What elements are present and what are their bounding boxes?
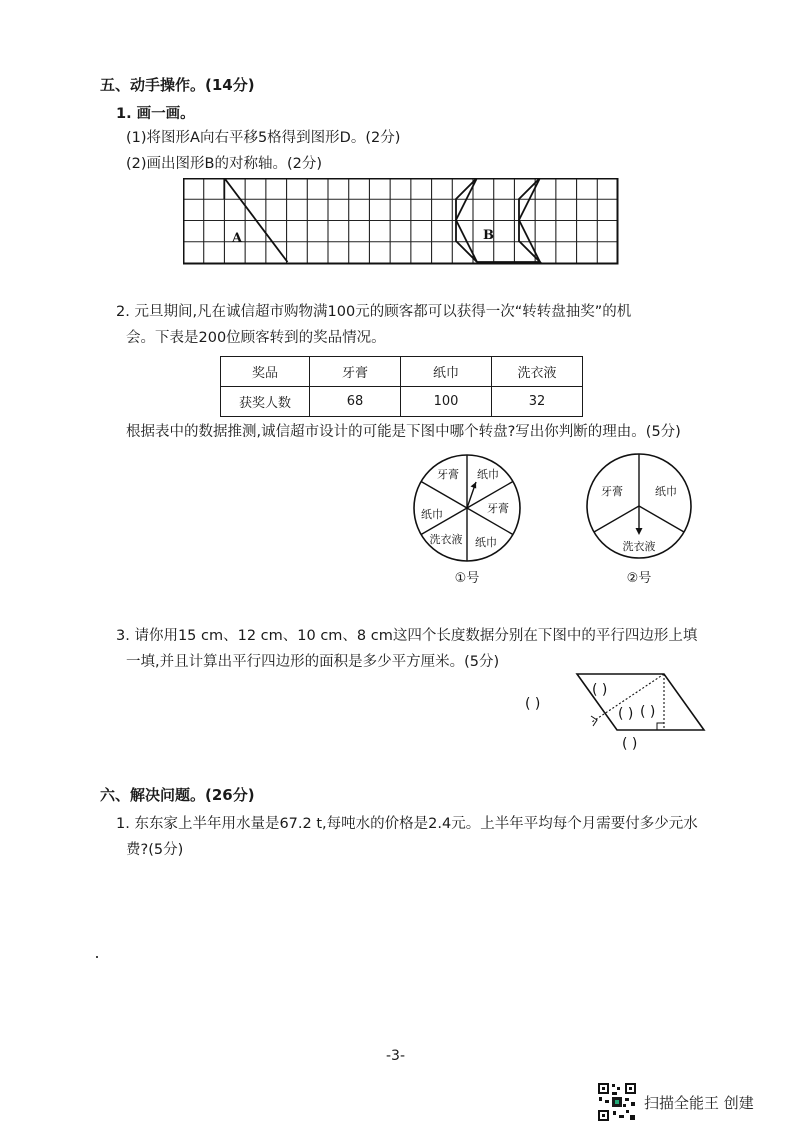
wheel-1-sector-label: 牙膏 — [437, 468, 459, 481]
qr-code-icon — [597, 1082, 637, 1122]
section-5-title: 五、动手操作。(14分) — [100, 76, 255, 94]
spinner-wheel-1 — [410, 448, 524, 588]
wheel-1-sector-label: 牙膏 — [487, 502, 509, 515]
wheel-1-sector-label: 纸巾 — [421, 508, 443, 521]
section-6-question-1-line1: 1. 东东家上半年用水量是67.2 t,每吨水的价格是2.4元。上半年平均每个月需要付多少元水 — [116, 816, 698, 832]
question-2-line2: 会。下表是200位顾客转到的奖品情况。 — [126, 330, 386, 346]
blank-bottom: ( ) — [622, 736, 638, 752]
spinner-wheel-2 — [584, 446, 696, 588]
question-3-line1: 3. 请你用15 cm、12 cm、10 cm、8 cm这四个长度数据分别在下图中的平行四边形上填 — [116, 628, 698, 644]
table-cell: 32 — [492, 387, 583, 417]
wheel-2-sector-label: 纸巾 — [655, 485, 677, 498]
wheel-1-sector-label: 纸巾 — [477, 468, 499, 481]
section-6-title: 六、解决问题。(26分) — [100, 786, 255, 804]
speck-mark — [96, 956, 98, 958]
table-row — [221, 387, 583, 417]
blank-middle: ( ) — [618, 706, 634, 722]
table-cell: 68 — [310, 387, 401, 417]
table-cell: 获奖人数 — [221, 387, 310, 417]
parallelogram-figure — [522, 668, 712, 758]
wheel-1-sector-label: 纸巾 — [475, 536, 497, 549]
blank-left: ( ) — [525, 696, 541, 712]
blank-height: ( ) — [640, 704, 656, 720]
wheel-1-sector-label: 洗衣液 — [429, 533, 463, 546]
scanner-watermark: 扫描全能王 创建 — [644, 1094, 754, 1112]
question-2-line1: 2. 元旦期间,凡在诚信超市购物满100元的顾客都可以获得一次“转转盘抽奖”的机 — [116, 304, 632, 320]
wheel-1-caption: ①号 — [454, 571, 480, 586]
wheel-2-sector-label: 牙膏 — [601, 485, 623, 498]
section-6-question-1-line2: 费?(5分) — [126, 842, 184, 858]
table-header-cell: 纸巾 — [401, 357, 492, 387]
table-row — [221, 357, 583, 387]
table-header-cell: 洗衣液 — [492, 357, 583, 387]
question-1-sub2: (2)画出图形B的对称轴。(2分) — [126, 156, 323, 172]
grid-lines — [183, 178, 618, 263]
table-cell: 100 — [401, 387, 492, 417]
blank-top: ( ) — [592, 682, 608, 698]
figure-a-label: A — [232, 231, 243, 246]
question-1-sub1: (1)将图形A向右平移5格得到图形D。(2分) — [126, 130, 401, 146]
figure-b-label: B — [483, 228, 494, 243]
wheel-2-sector-label: 洗衣液 — [622, 540, 656, 553]
table-header-cell: 奖品 — [221, 357, 310, 387]
table-header-cell: 牙膏 — [310, 357, 401, 387]
page-number: -3- — [386, 1048, 406, 1064]
question-2-prompt: 根据表中的数据推测,诚信超市设计的可能是下图中哪个转盘?写出你判断的理由。(5分) — [126, 424, 681, 440]
drawing-grid — [183, 178, 623, 268]
wheel-2-caption: ②号 — [626, 571, 652, 586]
prize-table — [220, 356, 583, 417]
question-1-title: 1. 画一画。 — [116, 106, 195, 122]
question-3-line2: 一填,并且计算出平行四边形的面积是多少平方厘米。(5分) — [126, 654, 500, 670]
